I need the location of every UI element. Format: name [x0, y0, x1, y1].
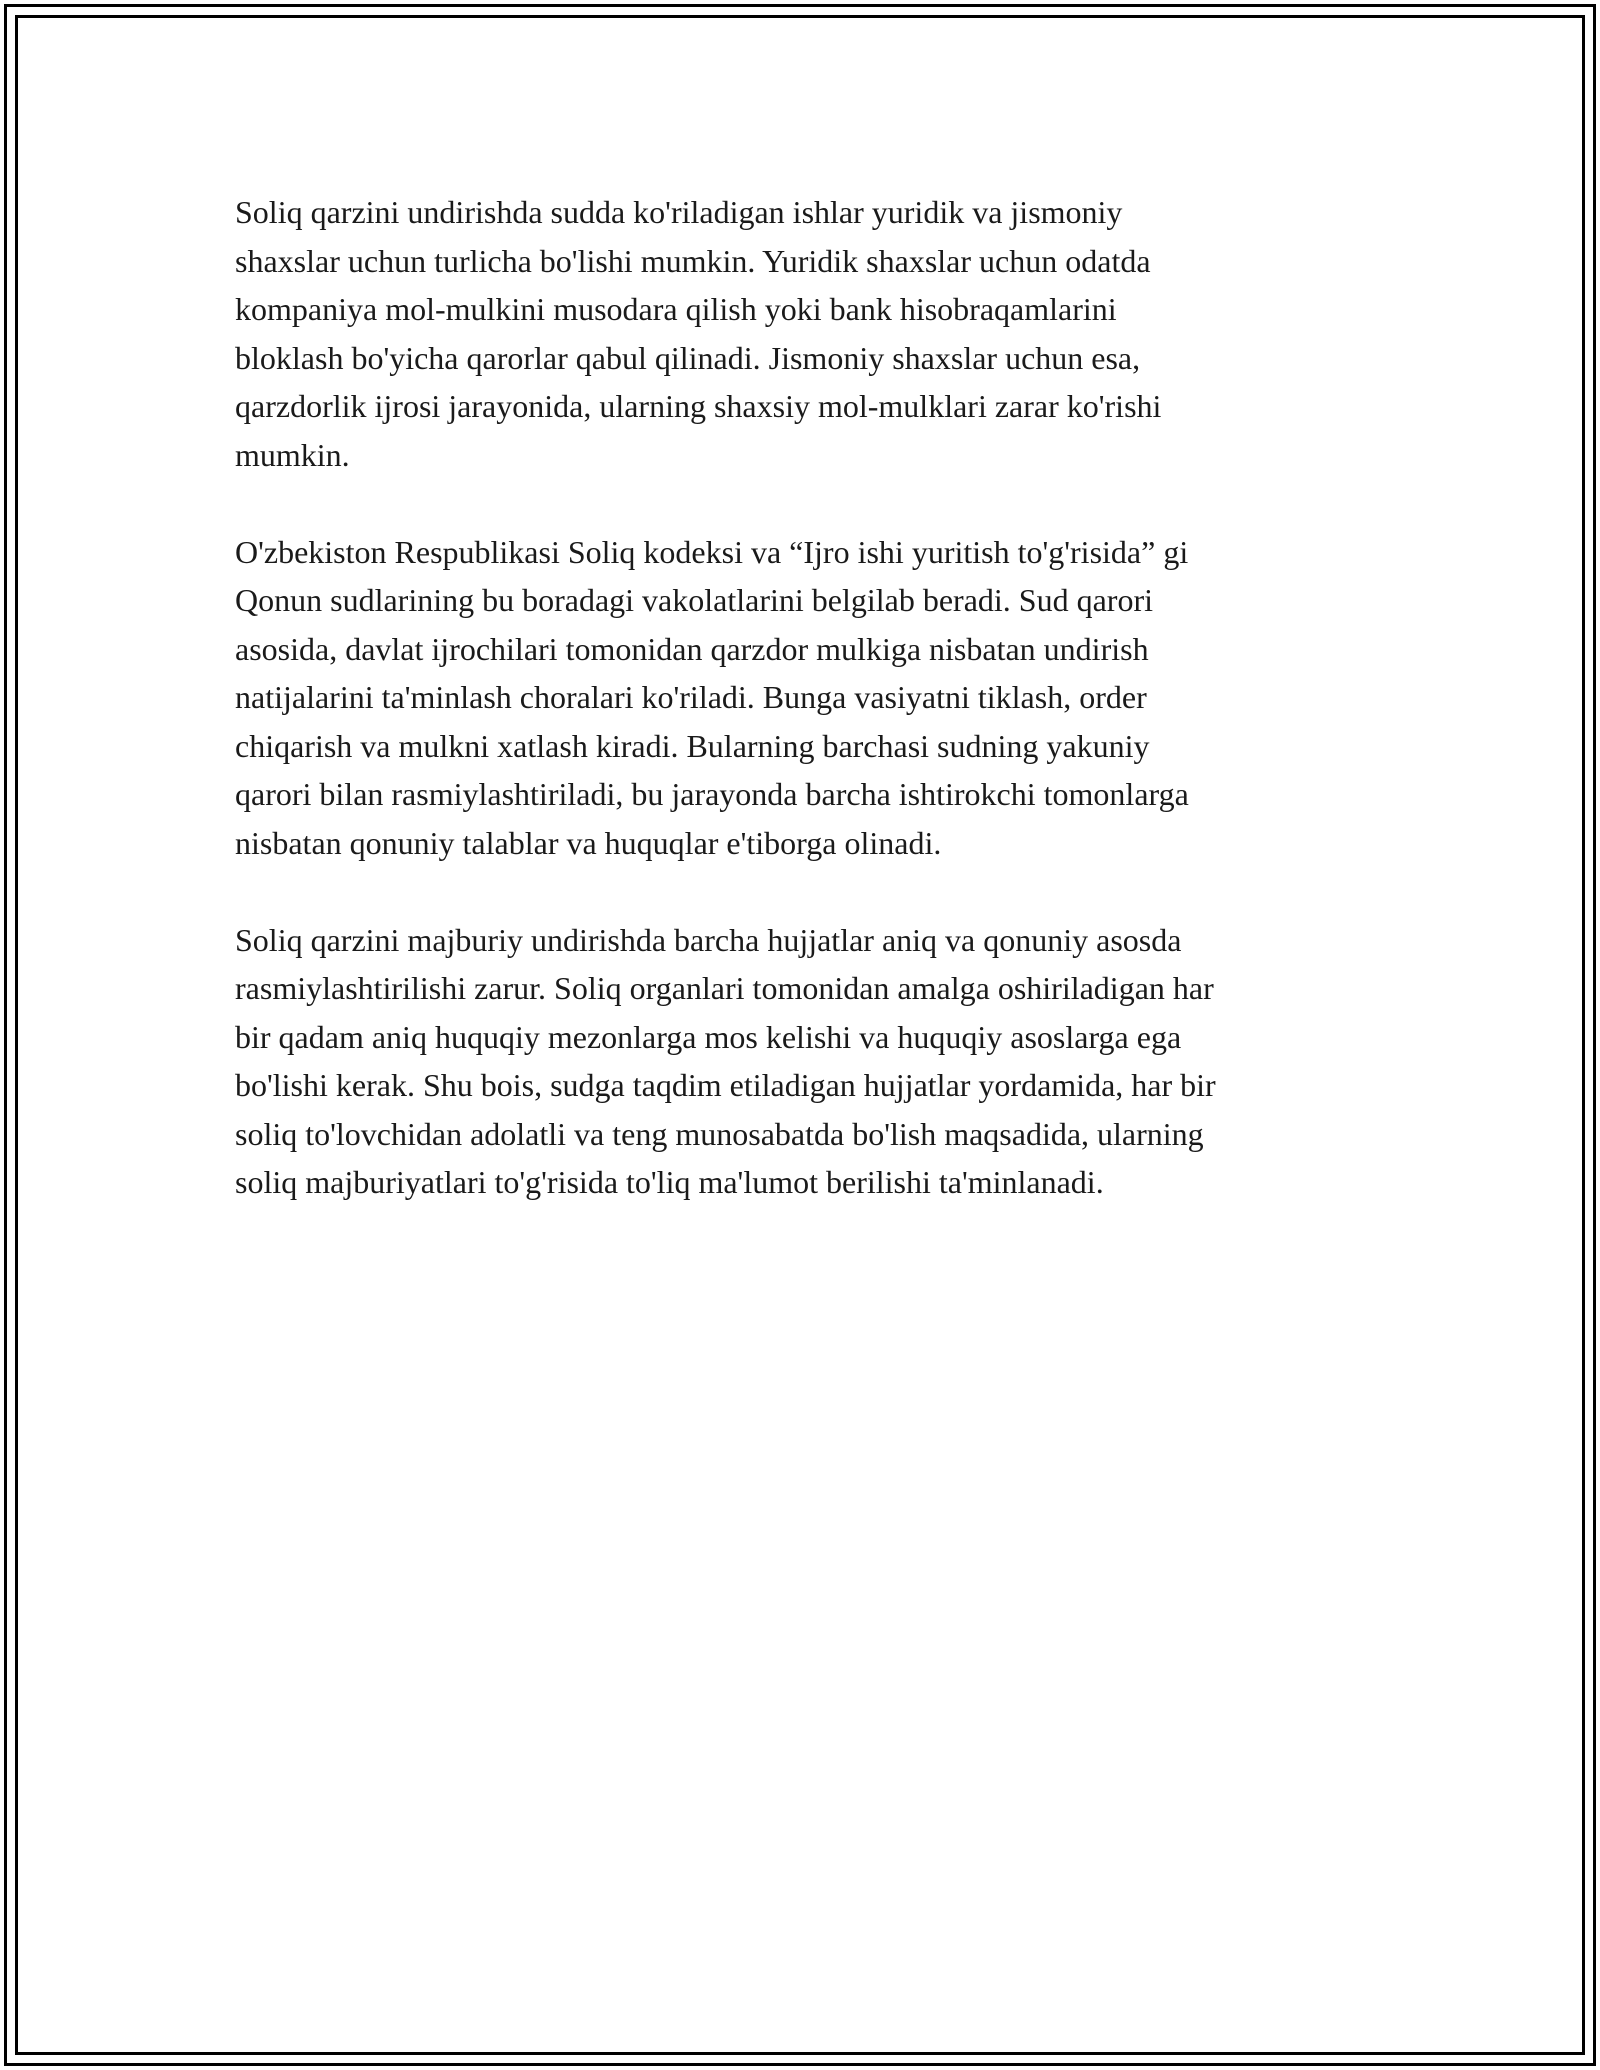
paragraph-1: Soliq qarzini undirishda sudda ko'riladigan ishlar yuridik va jismoniy shaxslar uchun turlicha bo'lishi mumkin. Yuridik shaxslar uchun odatda kompaniya mol-mulkini musodara qilish yoki bank hisobraqamlarini bloklash bo'yicha qarorlar qabul qilinadi. Jismoniy shaxslar uchun esa, qarzdorlik ijrosi jarayonida, ularning shaxsiy mol-mulklari zarar ko'rishi mumkin. — [235, 194, 1162, 473]
paragraph-2: O'zbekiston Respublikasi Soliq kodeksi va “Ijro ishi yuritish to'g'risida” gi Qonun sudlarining bu boradagi vakolatlarini belgilab beradi. Sud qarori asosida, davlat ijrochilari tomonidan qarzdor mulkiga nisbatan undirish natijalarini ta'minlash choralari ko'riladi. Bunga vasiyatni tiklash, order chiqarish va mulkni xatlash kiradi. Bularning barchasi sudning yakuniy qarori bilan rasmiylashtiriladi, bu jarayonda barcha ishtirokchi tomonlarga nisbatan qonuniy talablar va huquqlar e'tiborga olinadi. — [235, 533, 1189, 861]
document-body — [235, 188, 1365, 1255]
paragraph-3: Soliq qarzini majburiy undirishda barcha hujjatlar aniq va qonuniy asosda rasmiylashtirilishi zarur. Soliq organlari tomonidan amalga oshiriladigan har bir qadam aniq huquqiy mezonlarga mos kelishi va huquqiy asoslarga ega bo'lishi kerak. Shu bois, sudga taqdim etiladigan hujjatlar yordamida, har bir soliq to'lovchidan adolatli va teng munosabatda bo'lish maqsadida, ularning soliq majburiyatlari to'g'risida to'liq ma'lumot berilishi ta'minlanadi. — [235, 921, 1216, 1200]
